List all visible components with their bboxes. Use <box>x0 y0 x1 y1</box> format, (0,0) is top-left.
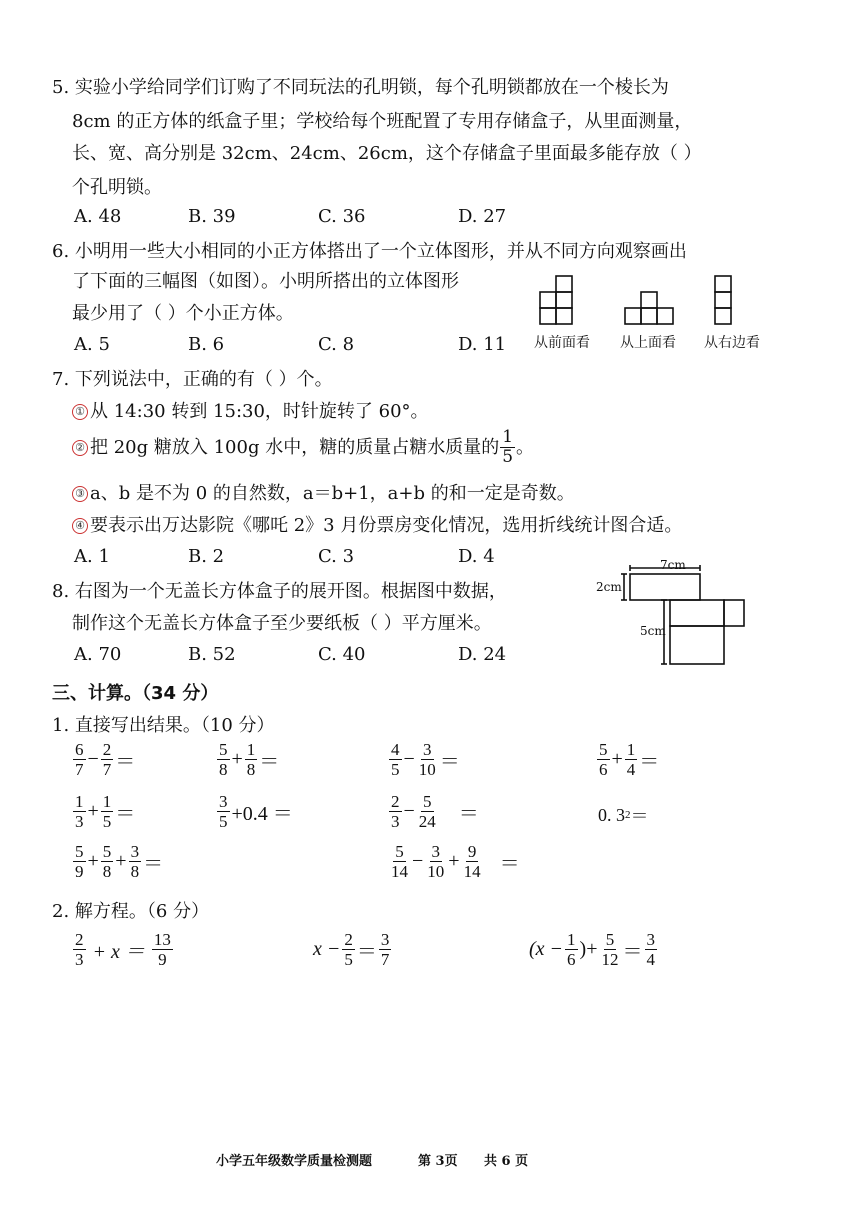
equation-3 <box>528 930 658 969</box>
den: 5 <box>219 812 228 831</box>
op: − <box>412 850 424 872</box>
num: 1 <box>75 792 84 811</box>
circled-1-mark: ① <box>72 404 88 420</box>
q7-s3-text: a、b 是不为 0 的自然数，a＝b+1，a+b 的和一定是奇数。 <box>90 483 575 504</box>
num: 5 <box>219 740 228 759</box>
den: 6 <box>567 950 576 969</box>
den: 8 <box>102 862 112 881</box>
q6-line2: 了下面的三幅图（如图）。小明所搭出的立体图形 <box>72 271 459 292</box>
num: 2 <box>344 930 353 949</box>
q5-option-d: D. 27 <box>458 206 507 227</box>
calc-expr-4 <box>596 740 660 779</box>
circled-4-mark: ④ <box>72 518 88 534</box>
q8-line1: 8. 右图为一个无盖长方体盒子的展开图。根据图中数据， <box>52 581 507 602</box>
num: 5 <box>102 842 112 861</box>
q7-statement-4 <box>72 512 682 540</box>
fraction-numerator: 1 <box>502 427 514 447</box>
fraction-denominator: 5 <box>502 447 514 467</box>
footer-title: 小学五年级数学质量检测题 <box>216 1154 373 1169</box>
den: 9 <box>75 862 84 881</box>
pre: x − <box>313 938 341 960</box>
num: 5 <box>605 930 615 949</box>
q7-option-d: D. 4 <box>458 546 495 567</box>
view-label-front: 从前面看 <box>534 335 590 351</box>
num: 6 <box>75 740 84 759</box>
den: 8 <box>246 760 256 779</box>
op: − <box>87 748 99 770</box>
equation-2 <box>312 930 392 969</box>
mid: + x ＝ <box>92 941 145 963</box>
dim-5cm-label: 5cm <box>640 624 666 638</box>
num: 1 <box>246 740 256 759</box>
equals: ＝ <box>259 751 280 773</box>
q6-option-d: D. 11 <box>458 334 507 355</box>
num: 2 <box>75 930 84 949</box>
calc-expr-8 <box>598 802 649 828</box>
den: 24 <box>418 812 436 831</box>
q7-statement-1 <box>72 398 429 426</box>
equals: ＝ <box>143 853 164 875</box>
base: 0. 3 <box>598 804 625 825</box>
calc-expr-7 <box>388 792 480 831</box>
den: 7 <box>380 950 390 969</box>
den: 5 <box>344 950 353 969</box>
mid: ＝ <box>356 941 377 963</box>
den: 3 <box>75 950 84 969</box>
calc-expr-10 <box>388 842 521 881</box>
pre: (x − <box>529 938 564 960</box>
q8-option-d: D. 24 <box>458 644 507 665</box>
op: + <box>231 748 243 770</box>
q6-line3: 最少用了（ ）个小正方体。 <box>72 303 294 324</box>
op: + <box>448 850 460 872</box>
num: 5 <box>75 842 84 861</box>
q8-option-c: C. 40 <box>318 644 366 665</box>
equals: ＝ <box>115 803 136 825</box>
footer-total: 共 6 页 <box>484 1154 529 1169</box>
q7-s4-text: 要表示出万达影院《哪吒 2》3 月份票房变化情况，选用折线统计图合适。 <box>90 515 683 536</box>
num: 3 <box>219 792 228 811</box>
calc-expr-9 <box>72 842 164 881</box>
q8-option-b: B. 52 <box>188 644 236 665</box>
calc-expr-6 <box>216 792 294 831</box>
calc-expr-3 <box>388 740 461 779</box>
view-label-right: 从右边看 <box>704 335 760 351</box>
q7-s2-end: 。 <box>516 436 535 458</box>
q7-s1-text: 从 14:30 转到 15:30，时针旋转了 60°。 <box>90 401 429 422</box>
den: 7 <box>75 760 84 779</box>
den: 5 <box>102 812 112 831</box>
exponent: 2 <box>625 809 631 821</box>
section3-title: 三、计算。（34 分） <box>52 683 219 704</box>
rest: +0.4 ＝ <box>231 803 293 825</box>
q5-line1: 5. 实验小学给同学们订购了不同玩法的孔明锁，每个孔明锁都放在一个棱长为 <box>52 77 669 98</box>
op: + <box>87 850 99 872</box>
q7-statement-2 <box>72 428 534 467</box>
num: 3 <box>423 740 432 759</box>
den: 10 <box>418 760 436 779</box>
top-view <box>625 292 673 324</box>
close: )+ <box>579 938 598 960</box>
num: 9 <box>467 842 477 861</box>
equals: ＝ <box>115 751 136 773</box>
dim-7cm-label: 7cm <box>660 558 686 572</box>
q8-box-net-figure <box>594 562 774 670</box>
equals: ＝ <box>639 751 660 773</box>
q5-option-c: C. 36 <box>318 206 366 227</box>
num: 2 <box>391 792 400 811</box>
equals: ＝ <box>630 806 649 826</box>
den: 9 <box>158 950 167 969</box>
num: 5 <box>599 740 608 759</box>
op: − <box>403 748 415 770</box>
right-view <box>715 276 731 324</box>
den: 7 <box>102 760 112 779</box>
q7-line1: 7. 下列说法中，正确的有（ ）个。 <box>52 369 333 390</box>
equation-1 <box>72 930 174 969</box>
q6-line1: 6. 小明用一些大小相同的小正方体搭出了一个立体图形，并从不同方向观察画出 <box>52 241 687 262</box>
q7-statement-3 <box>72 480 575 508</box>
op: + <box>115 850 127 872</box>
q7-option-c: C. 3 <box>318 546 355 567</box>
equals: ＝ <box>458 803 479 825</box>
den: 14 <box>463 862 481 881</box>
num: 3 <box>130 842 140 861</box>
q6-views-figure <box>530 272 775 330</box>
circled-3-mark: ③ <box>72 486 88 502</box>
num: 3 <box>431 842 441 861</box>
op: − <box>403 800 415 822</box>
den: 8 <box>130 862 140 881</box>
q7-s2-text: 把 20g 糖放入 100g 水中，糖的质量占糖水质量的 <box>90 436 500 458</box>
mid: ＝ <box>622 941 643 963</box>
q7-option-a: A. 1 <box>74 546 110 567</box>
view-label-top: 从上面看 <box>620 335 676 351</box>
equals: ＝ <box>439 751 460 773</box>
den: 4 <box>646 950 655 969</box>
q5-line4: 个孔明锁。 <box>72 177 162 198</box>
footer-page: 第 3页 <box>418 1154 458 1169</box>
section3-part2-title: 2. 解方程。（6 分） <box>52 901 210 922</box>
den: 5 <box>391 760 400 779</box>
num: 3 <box>646 930 655 949</box>
den: 8 <box>219 760 228 779</box>
q6-option-b: B. 6 <box>188 334 225 355</box>
den: 4 <box>626 760 636 779</box>
dim-2cm-label: 2cm <box>596 580 622 594</box>
num: 1 <box>626 740 636 759</box>
calc-expr-2 <box>216 740 280 779</box>
num: 5 <box>395 842 404 861</box>
num: 13 <box>153 930 171 949</box>
op: + <box>611 748 623 770</box>
q6-option-a: A. 5 <box>74 334 110 355</box>
den: 14 <box>391 862 408 881</box>
op: + <box>87 800 99 822</box>
q5-line3: 长、宽、高分别是 32cm、24cm、26cm，这个存储盒子里面最多能存放（ ） <box>72 143 702 164</box>
num: 1 <box>102 792 112 811</box>
num: 1 <box>567 930 576 949</box>
calc-expr-5 <box>72 792 136 831</box>
front-view <box>540 276 572 324</box>
den: 3 <box>75 812 84 831</box>
equals: ＝ <box>499 853 520 875</box>
den: 10 <box>427 862 445 881</box>
q7-s2-fraction <box>500 428 515 467</box>
den: 12 <box>601 950 619 969</box>
q5-option-b: B. 39 <box>188 206 236 227</box>
q6-option-c: C. 8 <box>318 334 355 355</box>
calc-expr-1 <box>72 740 136 779</box>
q5-line2: 8cm 的正方体的纸盒子里；学校给每个班配置了专用存储盒子，从里面测量， <box>72 111 693 132</box>
circled-2-mark: ② <box>72 440 88 456</box>
num: 5 <box>423 792 432 811</box>
q8-option-a: A. 70 <box>74 644 122 665</box>
num: 4 <box>391 740 400 759</box>
num: 2 <box>102 740 112 759</box>
q5-option-a: A. 48 <box>74 206 122 227</box>
num: 3 <box>380 930 390 949</box>
den: 6 <box>599 760 608 779</box>
section3-part1-title: 1. 直接写出结果。（10 分） <box>52 715 275 736</box>
den: 3 <box>391 812 400 831</box>
q7-option-b: B. 2 <box>188 546 225 567</box>
q8-line2: 制作这个无盖长方体盒子至少要纸板（ ）平方厘米。 <box>72 613 492 634</box>
